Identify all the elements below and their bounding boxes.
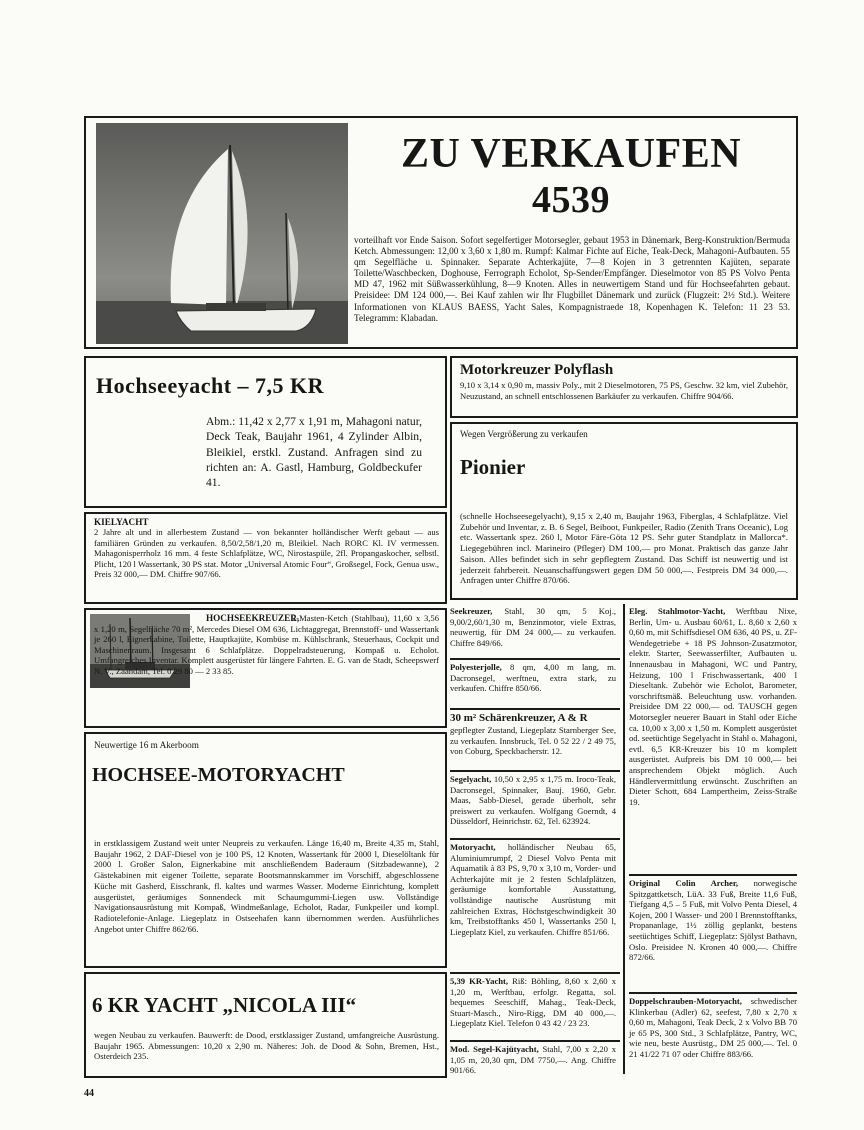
ad-nicola (84, 972, 447, 1078)
hochsee-text: Abm.: 11,42 x 2,77 x 1,91 m, Mahagoni natur, Deck Teak, Baujahr 1961, 4 Zylinder Albin, Bleikiel, erstkl. Zustand. Anfragen sind zu richten an: A. Gastl, Hamburg, Goldbeckufer 41. (206, 415, 422, 490)
main-number: 4539 (532, 179, 610, 221)
ad-kielyacht (84, 512, 447, 604)
nicola-title: 6 KR YACHT „NICOLA III“ (92, 993, 357, 1017)
classified-head: Original Colin Archer, (629, 878, 739, 888)
page-number: 44 (84, 1088, 94, 1099)
classified-text: schwedischer Klinkerbau (Adler) 62, seefest, 7,80 x 2,70 x 0,60 m, Mahagoni, Teak Deck, 2 x Volvo BB 70 je 65 PS, 300 Std., 3 Schlafplätze, Pantry, WC, wie neu, beste Ausrüstg., DM 25 000,—. Tel. 0 21 41/22 71 07 oder Chiffre 883/66. (629, 996, 797, 1059)
kielyacht-text: 2 Jahre alt und in allerbestem Zustand — von bekannter holländischer Werft gebaut — aus familiären Gründen zu verkaufen. 8,50/2,58/1,20 m, Bleikiel. Nach RORC Kl. IV vermessen. Mahagonisperrholz 16 mm. 4 feste Schlafplätze, WC, Nirostaspüle, 2fl. Propangaskocher, selbstl. Plicht, 120 l Wassertank, 30 PS stat. Motor „Universal Atomic Four“, Großsegel, Fock, Genua usw., Preis 32 000,— DM. Chiffre 907/66. (94, 527, 439, 579)
classified-kr-yacht (450, 976, 616, 1029)
classified-text: Werftbau Nixe, Berlin, Um- u. Ausbau 60/61, L. 8,60 x 2,60 x 0,60 m, mit Schiffsdiesel OM 636, 40 PS, u. ZF-Wendegetriebe + 18 PS Johnson-Zusatzmotor, elektr. Starter, Seewasserfilter, Aufbauten u. Innenausbau in Mahagoni, WC und Pantry, Heizung, 100 l Frischwassertank, 400 l Dieseltank. Zubehör wie Echolot, Barometer, vorschriftsmäß. Beleuchtung usw. vorhanden. Preisidee DM 22 000,— od. TAUSCH gegen Motorsegler neuerer Bauart in Stahl oder Eiche ca. 10,00 x 3,00 x 1,50 m. Komplett ausgerüstet od. seetüchtige Segelyacht in Stahl o. Mahagoni, evtl. 6,5 KR-Kreuzer bis 10 m komplett ausgerüstet. Aufpreis bis DM 10 000,— bei ansprechendem Objekt möglich. Auch Händlervermittlung erwünscht. Zuschriften an Dieter Schott, 684 Lampertheim, Zeiss-Straße 19. (629, 606, 797, 807)
column-divider (623, 604, 625, 1074)
classified-doppelschrauben (629, 996, 797, 1060)
classified-text: Riß: Böhling, 8,60 x 2,60 x 1,20 m, Werftbau, erfolgr. Regatta, sol. bequemes Seeschiff, Mahag., Teak-Deck, Stuart-Masch., Niro-Rigg, DM 40 000,—. Liegeplatz Kiel. Telefon 0 43 42 / 23 23. (450, 976, 617, 1029)
ad-zu-verkaufen (84, 116, 798, 349)
classified-head: 5,39 KR-Yacht, (450, 976, 509, 986)
column-middle (450, 606, 622, 1076)
pionier-title: Pionier (460, 455, 526, 479)
divider (450, 770, 620, 772)
divider (450, 838, 620, 840)
ad-motoryacht (84, 732, 447, 968)
classified-kajuetyacht (450, 1044, 616, 1076)
main-text: vorteilhaft vor Ende Saison. Sofort segelfertiger Motorsegler, gebaut 1953 in Dänemark, Berg-Konstruktion/Bermuda Ketch. Abmessungen: 12,00 x 3,60 x 1,80 m. Rumpf: Kalmar Fichte auf Eiche, Teak-Deck, Mahagoni-Aufbauten. 55 qm Segelfläche u. Spinnaker. Separate Achterkajüte, 7—8 Kojen in 3 getrennten Kajüten, separate Toilette/Waschbecken, Doghouse, Ferrograph Echolot, Sp-Sender/Empfänger. Dieselmotor von 85 PS Volvo Penta MD 47, 1962 mit Süßwasserkühlung, 8—9 Knoten. Alles in neuwertigem Stand und für Hochseefahrten gebaut. Preisidee: DM 124 000,—. Bei Kauf zahlen wir Ihr Flugbillet Dänemark und zurück (Flugzeit: 2½ Std.). Weitere Informationen von KLAUS BAESS, Yacht Sales, Kompagnistraede 18, Kopenhagen K. Telefon: 11 23 53. Telegramm: Klabadan. (354, 235, 790, 323)
divider (629, 874, 797, 876)
hochsee-title: Hochseeyacht – 7,5 KR (96, 373, 325, 398)
classified-text: Stahl, 7,00 x 2,20 x 1,05 m, 20,30 qm, DM 7750,—. Ang. Chiffre 901/66. (450, 1044, 616, 1076)
classified-text: 8 qm, 4,00 m lang, m. Dacronsegel, werftneu, extra stark, zu verkaufen. Chiffre 850/66. (450, 662, 616, 694)
sailboat-photo (96, 123, 348, 344)
classified-text: 10,50 x 2,95 x 1,75 m. Iroco-Teak, Dacronsegel, Spinnaker, Bauj. 1960, Gebr. Maas, Sabb-Diesel, gerade überholt, sehr preiswert zu verkaufen. Wolfgang Goerndt, 4 Düsseldorf, Heinrichstr. 62, Tel. 623924. (450, 774, 616, 827)
nicola-text: wegen Neubau zu verkaufen. Bauwerft: de Dood, erstklassiger Zustand, umfangreiche Ausrüstung. Baujahr 1965. Abmessungen: 10,20 x 2,90 m. Näheres: Joh. de Dood & Sohn, Bremen, Hst., Osterdeich 235. (94, 1030, 439, 1061)
classified-text: norwegische Spitzgattketsch, LüA. 33 Fuß, Breite 11,6 Fuß, Tiefgang 4,5 – 5 Fuß, mit Volvo Penta Diesel, 4 Kojen, 200 l Wasser- und 200 l Brennstofftanks, Propananlage, 1½ zöllig geplankt, bestens seetüchtiges Schiff, Liegeplatz: Sjölyst Bathavn, Oslo. Preisidee N. Kronen 40 000,—. Chiffre 872/66. (629, 878, 797, 963)
classified-text: holländischer Neubau 65, Aluminiumrumpf, 2 Diesel Volvo Penta mit Aquamatik à 83 PS, 9,70 x 3,10 m, Vorder- und Achterkajüte mit je 2 festen Schlafplätzen, geräumige komfortable Ausstattung, vollständige nautische Ausrüstung mit zahlreichen Extras, Höchstgeschwindigkeit 30 km, Treibstofftanks 450 l, Wassertanks 250 l, Liegeplatz Kiel, zu verkaufen. Chiffre 851/66. (450, 842, 616, 937)
motoryacht-intro: Neuwertige 16 m Akerboom (94, 740, 199, 750)
divider (629, 992, 797, 994)
classified-polyesterjolle (450, 662, 616, 694)
classified-head: Seekreuzer, (450, 606, 493, 616)
ketch-title: HOCHSEEKREUZER, (206, 613, 300, 623)
ad-hochseeyacht (84, 356, 447, 508)
motoryacht-title: HOCHSEE-MOTORYACHT (92, 764, 345, 786)
classified-motoryacht-holland (450, 842, 616, 937)
divider (450, 1040, 620, 1042)
classified-stahlmotor-yacht (629, 606, 797, 807)
classified-text: Stahl, 30 qm, 5 Koj., 9,00/2,60/1,30 m, Benzinmotor, viele Extras, neuwertig, für DM 24 000,— zu verkaufen. Chiffre 849/66. (450, 606, 616, 648)
classified-seekreuzer (450, 606, 616, 648)
classified-schaerenkreuzer (450, 712, 616, 757)
pionier-text: (schnelle Hochseesegelyacht), 9,15 x 2,40 m, Baujahr 1963, Fiberglas, 4 Schlafplätze. Viel Zubehör und Inventar, z. B. 6 Segel, Beiboot, Funkpeiler, Radio (Zenith Trans Oceanic), Log etc. Wassertank spez. 260 l, Motor Färe-Göta 12 PS. Sehr guter Standplatz in Mallorca*. Liegegebühren incl. Marineiro (Pfleger) DM 100,— pro Monat. Praktisch das ganze Jahr Saison. Alles befindet sich in sehr gepflegtem Zustand. Das Schiff ist neuwertig und ist jederzeit fahrbereit. Neuanschaffungswert gegen DM 50 000,—. Festpreis DM 34 000,—. Anfragen unter Chiffre 870/66. (460, 511, 788, 586)
ketch-text: 2-Masten-Ketch (Stahlbau), 11,60 x 3,56 x 1,20 m, Segelfläche 70 m², Mercedes Diesel OM 636, Lichtaggregat, Brennstoff- und Wassertank je 260 l, Eignerkabine, Toilette, Hauptkajüte, Kombüse m. Kühlschrank, Steuerhaus, Cockpit und Maschinenraum. Insgesamt 6 Schlafplätze. Doppelradsteuerung, Kompaß u. Echolot. Umfangreiches Inventar. Komplett ausgerüstet für längere Fahrten. E. G. van de Stadt, Scheepswerf N. V., Zaandam, Tel. 0 29 80 — 2 33 85. (94, 613, 439, 676)
classified-head: Motoryacht, (450, 842, 496, 852)
divider (450, 658, 620, 660)
column-right (629, 606, 799, 1076)
classified-head: Polyesterjolle, (450, 662, 502, 672)
classified-head: 30 m² Schärenkreuzer, A & R (450, 712, 588, 724)
classified-head: Mod. Segel-Kajütyacht, (450, 1044, 539, 1054)
classified-head: Doppelschrauben-Motoryacht, (629, 996, 742, 1006)
ad-hochseekreuzer (84, 608, 447, 728)
divider (450, 972, 620, 974)
classified-head: Eleg. Stahlmotor-Yacht, (629, 606, 726, 616)
classified-head: Segelyacht, (450, 774, 492, 784)
kielyacht-title: KIELYACHT (94, 517, 149, 527)
motoryacht-text: in erstklassigem Zustand weit unter Neupreis zu verkaufen. Länge 16,40 m, Breite 4,35 m, Stahl, Baujahr 1962, 2 DAF-Diesel von je 100 PS, 12 Knoten, Wassertank für 2000 l, Dieselöltank für 2000 l. Großer Salon, Eignerkabine mit anschließendem Baderaum (Sitzbadewanne), 2 Gästekabinen mit eigener Toilette, separate Bootsmannskammer im Vorschiff, abgeschlossene Küche mit Gasherd, Eisschrank, fl. kaltes und warmes Wasser. Moderne Einrichtung, komplett ausgerüstet, geräumiges Sonnendeck mit Schaumgummi-Liegen usw. Vollständige Navigationsausrüstung mit Kompaß, Windmeßanlage, Echolot, Radar, Funkpeiler und kompl. Radiotelefonie-Anlage. Liegeplatz in Ostseehafen kann übernommen werden. Ausführliches Angebot unter Chiffre 862/66. (94, 838, 439, 934)
classified-text: gepflegter Zustand, Liegeplatz Starnberger See, zu verkaufen. Innsbruck, Tel. 0 52 22 / 2 49 75, von Coburg, Speckbacherstr. 12. (450, 725, 616, 757)
polyflash-title: Motorkreuzer Polyflash (460, 362, 614, 378)
main-title: ZU VERKAUFEN (400, 131, 742, 177)
pionier-intro: Wegen Vergrößerung zu verkaufen (460, 429, 588, 439)
classified-segelyacht (450, 774, 616, 827)
classified-colin-archer (629, 878, 797, 963)
divider (450, 708, 620, 710)
ad-polyflash (450, 356, 798, 418)
ad-pionier (450, 422, 798, 600)
polyflash-text: 9,10 x 3,14 x 0,90 m, massiv Poly., mit 2 Dieselmotoren, 75 PS, Geschw. 32 km, viel Zubehör, Neuzustand, an schnell entschlossenen Barkäufer zu verkaufen. Chiffre 904/66. (460, 380, 788, 401)
